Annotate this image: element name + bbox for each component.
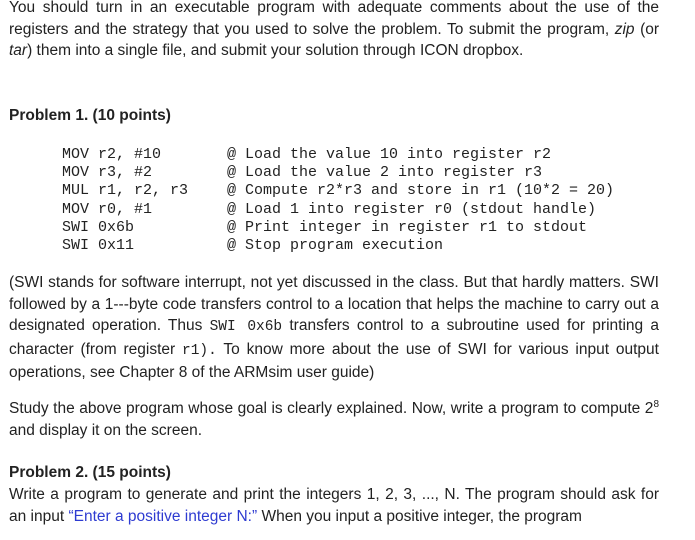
swi-note-paragraph — [9, 272, 659, 384]
code-line — [62, 237, 682, 255]
intro-or: (or — [634, 20, 660, 38]
code-comment: @ Compute r2*r3 and store in r1 (10*2 = 20) — [227, 182, 615, 200]
code-comment: @ Load the value 2 into register r3 — [227, 164, 543, 182]
code-instruction: MOV r3, #2 — [62, 164, 153, 182]
intro-text: You should turn in an executable program with adequate comments about the use of the registers and the strategy that you used to solve the problem. To submit the program, — [9, 0, 659, 38]
swi-note-text: (SWI stands for software interrupt, not yet discussed in the class. But that hardly matters. SWI followed by a 1---byte code transfers control to a location that helps the machine to carry out a designated operation. Thus — [9, 274, 659, 334]
swi-code-inline: SWI 0x6b — [209, 319, 283, 335]
code-instruction: MUL r1, r2, r3 — [62, 182, 189, 200]
zip-word: zip — [614, 20, 635, 38]
study-paragraph — [9, 398, 659, 441]
intro-text-end: ) them into a single file, and submit your solution through ICON dropbox. — [27, 42, 524, 59]
code-comment: @ Load 1 into register r0 (stdout handle) — [227, 200, 597, 218]
swi-note-text-3: To know more about the use of SWI for various input output operations, see Chapter 8 of the ARMsim user guide) — [9, 340, 659, 381]
code-instruction: SWI 0x6b — [62, 218, 135, 236]
input-prompt-text: “Enter a positive integer N:” — [68, 507, 258, 525]
code-line — [62, 146, 682, 164]
code-line — [62, 219, 682, 237]
register-code-inline: r1). — [182, 342, 217, 359]
swi-note-text-2: transfers control to a subroutine used for printing a character (from register — [9, 317, 659, 358]
problem-2-text-2: When you input a positive integer, the program — [257, 507, 582, 525]
code-comment: @ Print integer in register r1 to stdout — [227, 218, 588, 236]
problem-2-paragraph — [9, 484, 659, 527]
code-comment: @ Stop program execution — [227, 236, 444, 254]
intro-paragraph — [9, 0, 659, 62]
code-block — [62, 146, 682, 255]
code-instruction: MOV r0, #1 — [62, 200, 153, 218]
code-comment: @ Load the value 10 into register r2 — [227, 146, 552, 163]
study-text-2: and display it on the screen. — [9, 421, 203, 439]
problem-2-heading: Problem 2. (15 points) — [9, 464, 171, 481]
code-line — [62, 201, 682, 219]
code-instruction: SWI 0x11 — [62, 236, 135, 254]
study-text: Study the above program whose goal is clearly explained. Now, write a program to compute 2 — [9, 400, 654, 417]
code-instruction: MOV r2, #10 — [62, 146, 162, 163]
tar-word: tar — [9, 42, 28, 59]
problem-2-text: Write a program to generate and print the integers 1, 2, 3, ..., N. The program should ask for an input — [9, 486, 659, 525]
code-line — [62, 182, 682, 200]
exponent-superscript: 8 — [653, 399, 659, 410]
code-line — [62, 164, 682, 182]
problem-1-heading: Problem 1. (10 points) — [9, 107, 171, 124]
